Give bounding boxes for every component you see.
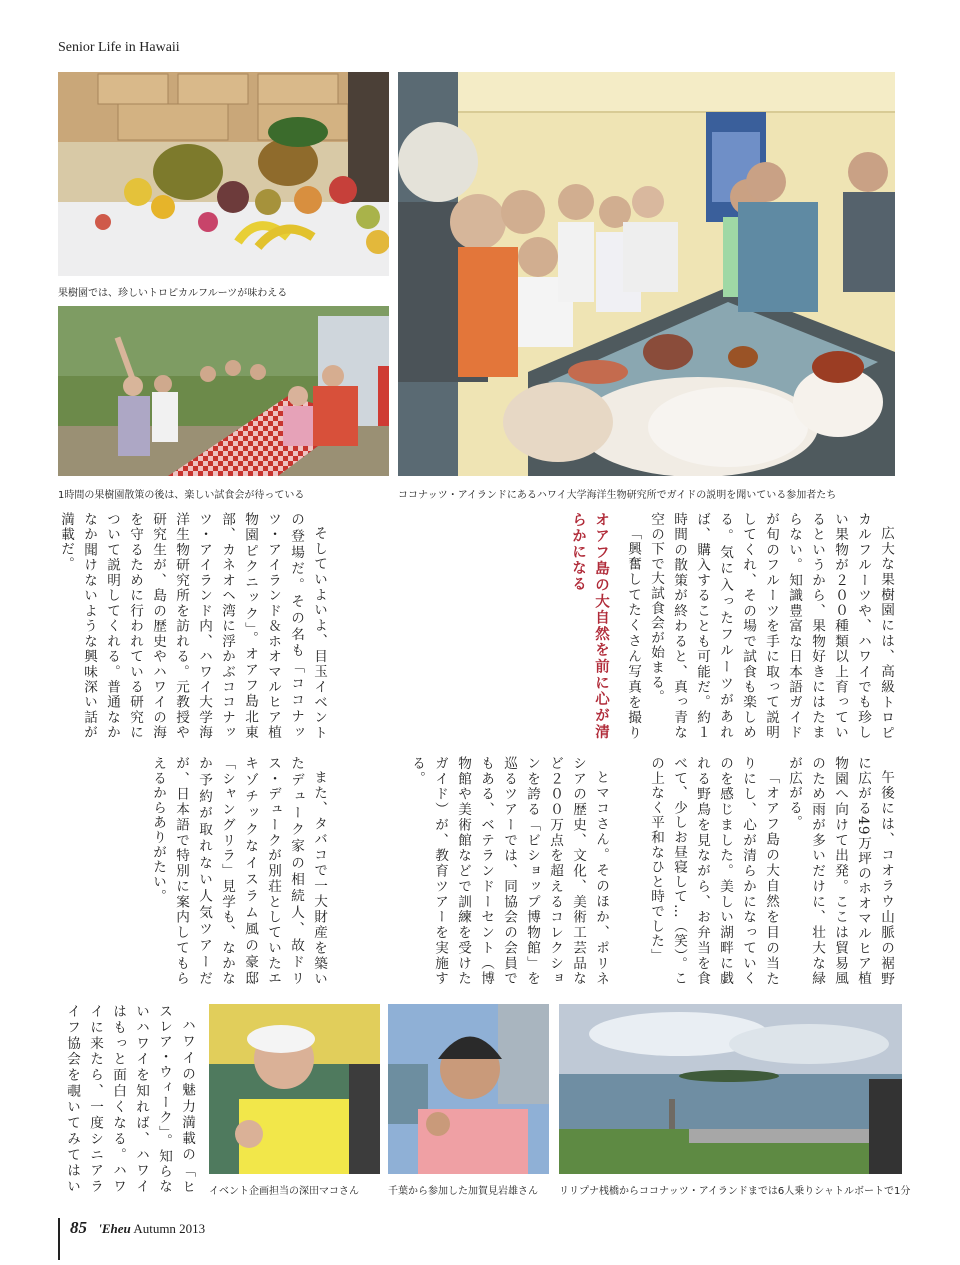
paragraph: とマコさん。そのほか、ポリネシアの歴史、文化、美術工芸品など２００万点を超えるコレクションを誇る「ビショップ博物館」を巡るツアーでは、同協会の会員でもある、ベテランドーセント（博物館や美術館などで訓練を受けたガイド）が、教育ツアーを実施する。 [409,756,609,986]
article-body-mid-right [625,756,897,986]
paragraph: また、タバコで一大財産を築いたデューク家の相続人、故ドリス・デュークが別荘としていたエキゾチックなイスラム風の豪邸「シャングリラ」見学も、なかなか予約が取れない人気ツアーだが、日本語で特別に案内してもらえるからありがたい。 [150,756,327,986]
paragraph: 「興奮してたくさん写真を撮り [625,525,641,740]
article-body-mid-middle [340,756,612,986]
photo-tropical-fruits [58,72,389,276]
page-footer [58,1218,205,1260]
caption-participant: 千葉から参加した加賀見岩雄さん [388,1186,538,1197]
article-body-bottom-left [58,1004,198,1194]
photo-event-planner [209,1004,380,1174]
photo-picnic [58,306,389,476]
section-heading: オアフ島の大自然を前に心が清らかになる [570,512,609,740]
caption-fruits: 果樹園では、珍しいトロピカルフルーツが味わえる [58,288,288,299]
caption-guide: イベント企画担当の深田マコさん [209,1186,359,1197]
photo-pier [559,1004,902,1174]
photo-participant [388,1004,549,1174]
magazine-name: 'Eheu [98,1221,131,1236]
article-body-top-left [58,512,330,740]
paragraph: 広大な果樹園には、高級トロピカルフルーツや、ハワイでも珍しい果物が２００種類以上育っているというから、果物好きにはたまらない。知識豊富な日本語ガイドが旬のフルーツを手に取って説明してくれ、その場で試食も楽しめる。気に入ったフルーツがあれば、購入することも可能だ。約１時間の散策が終わると、真っ青な空の下で大試食会が始まる。 [648,512,894,740]
paragraph: 「オアフ島の大自然を目の当たりにし、心が清らかになっていくのを感じました。美しい湖畔に戯れる野鳥を見ながら、お弁当を食べて、少しお昼寝して…（笑）。この上なく平和なひと時でした」 [648,756,779,986]
paragraph: 午後には、コオラウ山脈の裾野に広がる49万坪のホオマルヒア植物園へ向けて出発。ここは貿易風のため雨が多いだけに、壮大な緑が広がる。 [786,756,894,986]
article-body-mid-left [58,756,330,986]
caption-picnic: 1時間の果樹園散策の後は、楽しい試食会が待っている [58,490,305,501]
issue-label: Autumn 2013 [133,1221,206,1236]
article-body-top-middle [340,512,612,740]
caption-lab: ココナッツ・アイランドにあるハワイ大学海洋生物研究所でガイドの説明を聞いている参加者たち [398,490,837,501]
photo-marine-lab [398,72,895,476]
paragraph: ハワイの魅力満載の「ヒスレア・ウィーク」。知らないハワイを知れば、ハワイはもっと面白くなる。ハワイに来たら、一度シニアライフ協会を覗いてみてはい [64,1004,195,1194]
article-body-top-right [625,512,897,740]
running-header: Senior Life in Hawaii [58,40,180,55]
page-number: 85 [70,1218,87,1237]
paragraph: そしていよいよ、目玉イベントの登場だ。その名も「ココナッツ・アイランド＆ホオマルヒア植物園ピクニック」。オアフ島北東部、カネオヘ湾に浮かぶココナッツ・アイランド内、ハワイ大学海洋生物研究所を訪れる。元教授や研究生が、島の歴史やハワイの海を守るために行われている研究について説明してくれる。普通なかなか聞けないような興味深い話が満載だ。 [58,512,327,740]
caption-pier: リリプナ桟橋からココナッツ・アイランドまでは6人乗りシャトルボートで1分 [559,1186,911,1197]
